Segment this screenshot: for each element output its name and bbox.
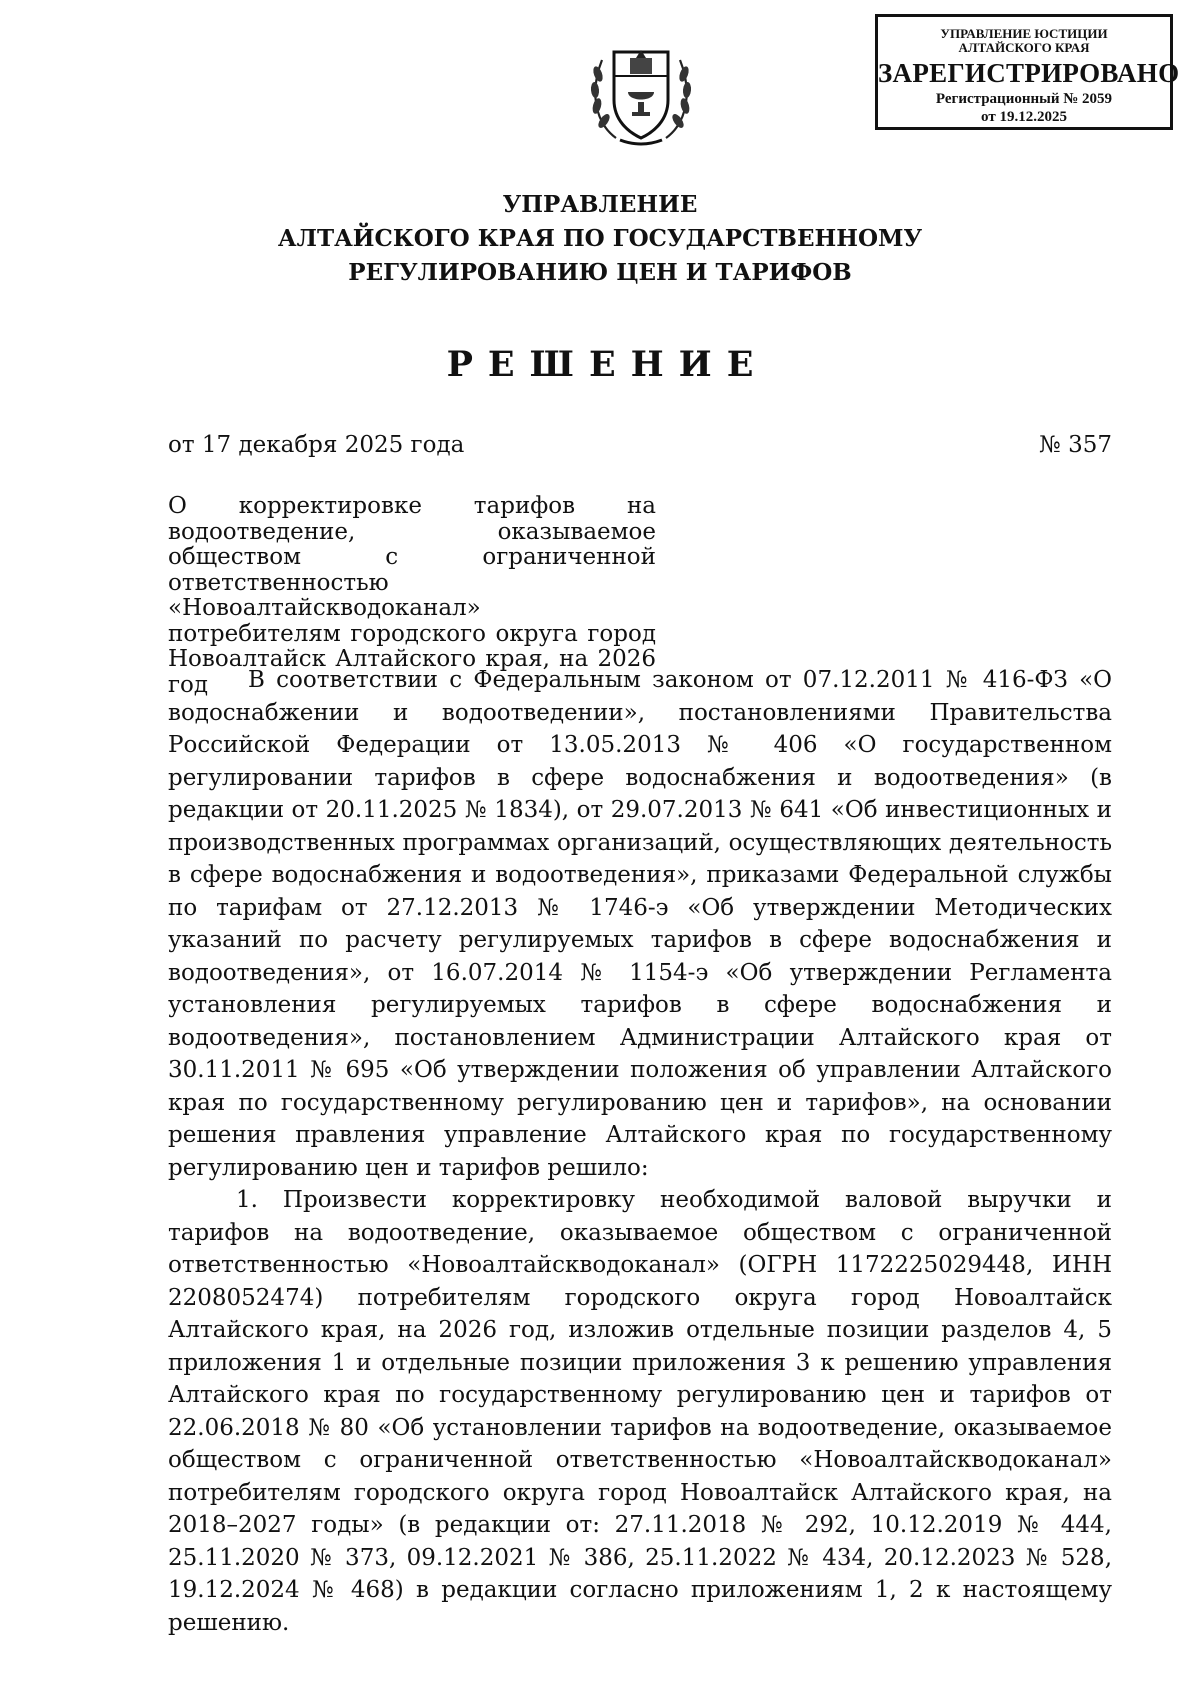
stamp-reg-number: Регистрационный № 2059 <box>935 91 1113 107</box>
item-1-paragraph: 1. Произвести корректировку необходимой валовой выручки и тарифов на водоотведение, оказываемое обществом с ограниченной ответственностью «Новоалтайскводоканал» (ОГРН 1172225029448, ИНН 2208052474) потребителям городского округа город Новоалтайск Алтайского края, на 2026 год, изложив отдельные позиции разделов 4, 5 приложения 1 и отдельные позиции приложения 3 к решению управления Алтайского края по государственному регулированию цен и тарифов от 22.06.2018 № 80 «Об установлении тарифов на водоотведение, оказываемое обществом с ограниченной ответственностью «Новоалтайскводоканал» потребителям городского округа город Новоалтайск Алтайского края, на 2018–2027 годы» (в редакции от: 27.11.2018 № 292, 10.12.2019 № 444, 25.11.2020 № 373, 09.12.2021 № 386, 25.11.2022 № 434, 20.12.2023 № 528, 19.12.2024 № 468) в редакции согласно приложениям 1, 2 к настоящему решению. <box>168 1187 1112 1636</box>
registration-stamp <box>875 14 1180 130</box>
decision-body <box>168 664 1112 1639</box>
stamp-org-line2: АЛТАЙСКОГО КРАЯ <box>958 40 1090 55</box>
stamp-reg-date: от 19.12.2025 <box>981 109 1067 125</box>
stamp-org-line1: УПРАВЛЕНИЕ ЮСТИЦИИ <box>940 26 1108 41</box>
org-title-line3: РЕГУЛИРОВАНИЮ ЦЕН И ТАРИФОВ <box>348 259 852 286</box>
organization-title <box>0 188 1200 290</box>
org-title-line2: АЛТАЙСКОГО КРАЯ ПО ГОСУДАРСТВЕННОМУ <box>277 225 923 252</box>
decision-subject: О корректировке тарифов на водоотведение, оказываемое обществом с ограниченной ответственностью «Новоалтайскводоканал» потребителям городского округа город Новоалтайск Алтайского края, на 2026 год <box>168 493 656 698</box>
decision-number: № 357 <box>1039 432 1112 458</box>
document-type-heading: РЕШЕНИЕ <box>446 344 769 385</box>
stamp-status: ЗАРЕГИСТРИРОВАНО <box>878 58 1180 88</box>
org-title-line1: УПРАВЛЕНИЕ <box>502 191 698 218</box>
preamble-paragraph: В соответствии с Федеральным законом от 07.12.2011 № 416-ФЗ «О водоснабжении и водоотведении», постановлениями Правительства Российской Федерации от 13.05.2013 № 406 «О государственном регулировании тарифов в сфере водоснабжения и водоотведения» (в редакции от 20.11.2025 № 1834), от 29.07.2013 № 641 «Об инвестиционных и производственных программах организаций, осуществляющих деятельность в сфере водоснабжения и водоотведения», приказами Федеральной службы по тарифам от 27.12.2013 № 1746-э «Об утверждении Методических указаний по расчету регулируемых тарифов в сфере водоснабжения и водоотведения», от 16.07.2014 № 1154-э «Об утверждении Регламента установления регулируемых тарифов в сфере водоснабжения и водоотведения», постановлением Администрации Алтайского края от 30.11.2011 № 695 «Об утверждении положения об управлении Алтайского края по государственному регулированию цен и тарифов», на основании решения правления управление Алтайского края по государственному регулированию цен и тарифов решило: <box>168 667 1112 1181</box>
coat-of-arms-icon <box>586 30 696 150</box>
decision-date: от 17 декабря 2025 года <box>168 432 465 458</box>
